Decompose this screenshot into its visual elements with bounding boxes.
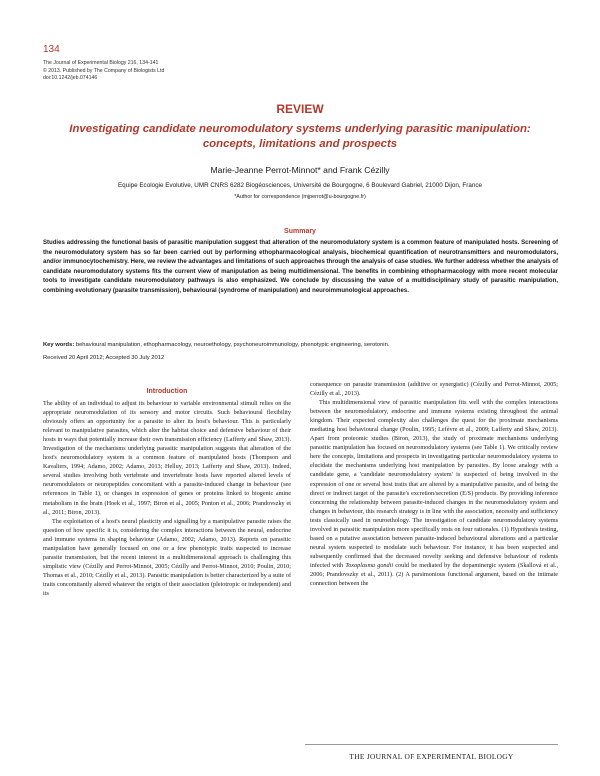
paragraph: The ability of an individual to adjust its behaviour to variable environmental stimuli relies on the appropriate neuromodulation of its sensory and motor circuits. Such behavioural flexibility obviously offers an opportunity for a parasite to alter its host's behaviour. This is particularly relevant to manipulative parasites, which alter the habitat choice and defensive behaviour of their hosts in ways that potentially increase their own transmission efficiency (Lafferty and Shaw, 2013). Investigation of the mechanisms underlying parasitic manipulation suggests that alteration of the host's neuromodulatory system is a common feature of manipulated hosts (Thompson and Kavaliers, 1994; Adamo, 2002; Adamo, 2013; Helluy, 2013; Lafferty and Shaw, 2013). Indeed, several studies involving both vertebrate and invertebrate hosts have reported altered levels of neuromodulators or neuropeptides concomitant with a parasite-induced change in behaviour (see references in Table 1), or changes in expression of genes or proteins linked to biogenic amine metabolism in the brain (Hoek et al., 1997; Biron et al., 2005; Ponton et al., 2006; Prandovszky et al., 2011; Biron, 2013).	[43, 400, 291, 516]
journal-footer: THE JOURNAL OF EXPERIMENTAL BIOLOGY	[349, 752, 514, 761]
title-line-2: concepts, limitations and prospects	[202, 137, 398, 150]
summary-heading: Summary	[284, 228, 316, 235]
keywords-label: Key words:	[43, 342, 75, 348]
section-label: REVIEW	[276, 102, 324, 116]
introduction-heading: Introduction	[146, 388, 188, 395]
title-line-1: Investigating candidate neuromodulatory systems underlying parasitic manipulation:	[69, 123, 531, 135]
keywords-text: behavioural manipulation, ethopharmacology, neuroethology, psychoneuroimmunology, phenotypic engineering, serotonin.	[74, 342, 390, 348]
copyright-line: © 2013. Published by The Company of Biologists Ltd	[43, 67, 165, 74]
left-column	[43, 399, 291, 598]
summary-text: Studies addressing the functional basis of parasitic manipulation suggest that alteration of the neuromodulatory system is a common feature of manipulated hosts. Screening of the neuromodulatory system has so far been carried out by performing ethopharmacological analysis, biochemical quantification of neurotransmitters and neuromodulators, and/or immunocytochemistry. Here, we review the advantages and limitations of such approaches through the analysis of case studies. We further address whether the analysis of candidate neuromodulatory systems fits the current view of manipulation as being multidimensional. The benefits in combining ethopharmacology with more recent molecular tools to investigate candidate neuromodulatory pathways is also emphasized. We conclude by discussing the value of a multidisciplinary study of parasitic manipulation, combining evolutionary (parasite transmission), behavioural (syndrome of manipulation) and neuroimmunological approaches.	[43, 240, 558, 294]
keywords	[43, 341, 558, 349]
right-column	[310, 380, 558, 588]
received-dates: Received 20 April 2012; Accepted 30 July 2012	[43, 355, 165, 361]
doi-line: doi:10.1242/jeb.074146	[43, 75, 98, 82]
footer-divider	[305, 744, 558, 745]
paragraph: The exploitation of a host's neural plasticity and signalling by a manipulative parasite raises the question of how specific it is, considering the complex interactions between the neural, endocrine and immune systems in shaping behaviour (Adamo, 2002; Adamo, 2013). Reports on parasitic manipulation have generally focused on one or a few phenotypic traits suspected to increase parasite transmission, but the recent interest in a multidimensional approach is challenging this simplistic view (Cézilly and Perrot-Minnot, 2005; Cézilly and Perrot-Minnot, 2010; Poulin, 2010; Thomas et al., 2010; Cézilly et al., 2013). Parasitic manipulation is better characterized by a suite of traits concomitantly altered whatever the origin of their association (pleiotropic or independent) and its	[43, 517, 291, 597]
paragraph-text: This multidimensional view of parasitic manipulation fits well with the complex interactions between the neuromodulatory, endocrine and immune systems existing throughout the animal kingdom. Their expected complexity also challenges the quest for the proximate mechanisms mediating host behavioural change (Poulin, 1995; Lefèvre et al., 2009; Lafferty and Shaw, 2013). Apart from proteomic studies (Biron, 2013), the study of proximate mechanisms underlying parasitic manipulation has focused on neuromodulatory systems (see Table 1). We critically review here the concepts, limitations and prospects in investigating particular neuromodulatory systems to elucidate the mechanisms underlying host manipulation by parasites. By loose analogy with a candidate gene, a 'candidate neuromodulatory system' is suspected of being involved in the expression of one or several host traits that are altered by a manipulative parasite, and of being the direct or indirect target of the parasite's excretion/secretion (E/S) products. By providing inference concerning the relationship between parasite-induced changes in the neuromodulatory system and changes in behaviour, this research strategy is in line with the association, necessity and sufficiency tests classically used in neuroethology. The investigation of candidate neuromodulatory systems involved in parasitic manipulation more specifically rests on four rationales. (1) Hypothesis testing, based on a putative association between parasite-induced behavioural alterations and a particular neural system suspected to modulate such behaviour. For instance, it has been suspected and subsequently confirmed that the decreased novelty seeking and defensive behaviour of rodents infected with	[310, 399, 558, 569]
page-number: 134	[43, 44, 60, 55]
paragraph	[310, 398, 558, 588]
authors: Marie-Jeanne Perrot-Minnot* and Frank Cézilly	[210, 165, 390, 175]
paragraph-text: could be mediated by the dopaminergic system (Skallová et al., 2006; Prandovszky et al., 2011). (2) A parsimonious functional argument, based on the intimate connection between the	[310, 561, 558, 588]
paragraph: consequence on parasite transmission (additive or synergistic) (Cézilly and Perrot-Minnot, 2005; Cézilly et al., 2013).	[310, 381, 558, 398]
journal-meta	[43, 60, 164, 83]
correspondence: *Author for correspondence (mjperrot@u-bourgogne.fr)	[234, 194, 366, 200]
species-name: Toxoplasma gondii	[345, 561, 394, 569]
affiliation: Equipe Ecologie Evolutive, UMR CNRS 6282 Biogéosciences, Université de Bourgogne, 6 Boulevard Gabriel, 21000 Dijon, France	[117, 182, 483, 189]
article-title	[40, 122, 560, 151]
journal-citation: The Journal of Experimental Biology 216, 134-141	[43, 60, 159, 66]
